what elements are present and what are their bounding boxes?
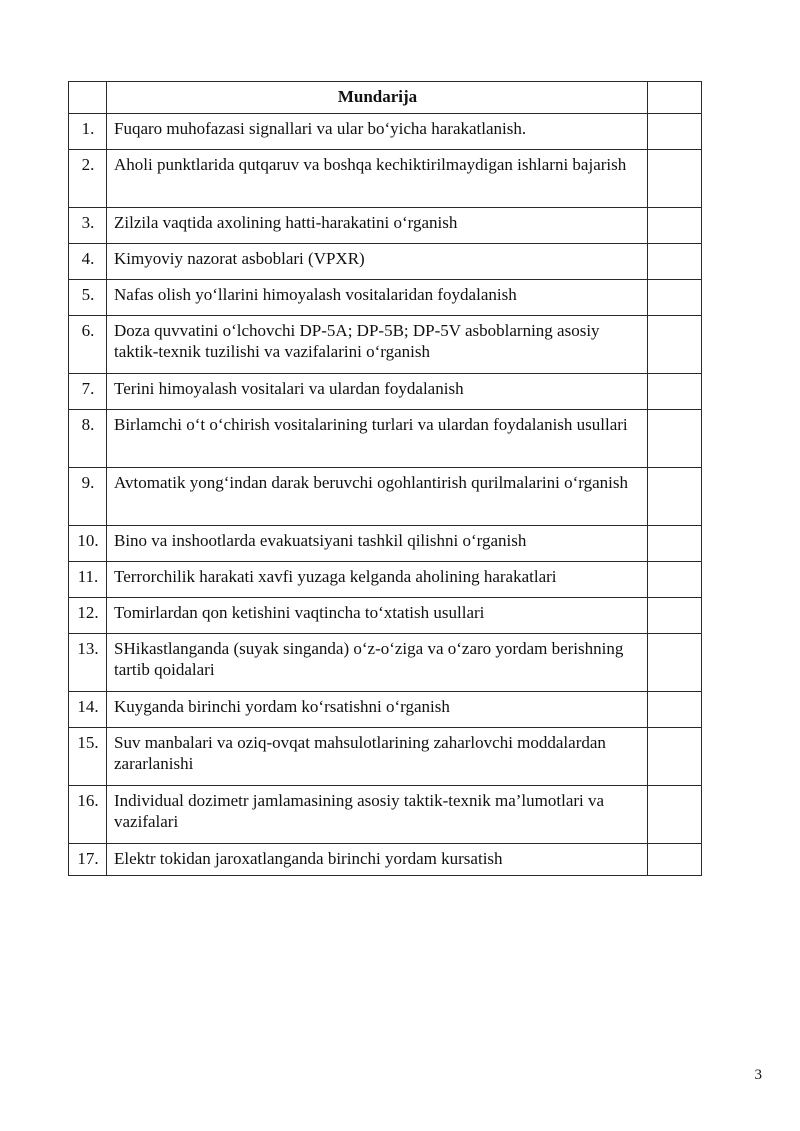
item-title: Nafas olish yo‘llarini himoyalash vositalaridan foydalanish bbox=[107, 280, 648, 316]
item-page bbox=[648, 634, 702, 692]
item-number: 17. bbox=[69, 844, 107, 876]
item-page bbox=[648, 728, 702, 786]
item-number: 16. bbox=[69, 786, 107, 844]
item-number: 4. bbox=[69, 244, 107, 280]
item-title: Aholi punktlarida qutqaruv va boshqa kechiktirilmaydigan ishlarni bajarish bbox=[107, 150, 648, 208]
item-number: 2. bbox=[69, 150, 107, 208]
item-title: Doza quvvatini o‘lchovchi DP-5A; DP-5B; DP-5V asboblarning asosiy taktik-texnik tuzilishi va vazifalarini o‘rganish bbox=[107, 316, 648, 374]
item-page bbox=[648, 280, 702, 316]
item-number: 13. bbox=[69, 634, 107, 692]
table-row bbox=[69, 562, 702, 598]
table-row bbox=[69, 374, 702, 410]
item-page bbox=[648, 208, 702, 244]
table-row bbox=[69, 634, 702, 692]
item-title: Kuyganda birinchi yordam ko‘rsatishni o‘rganish bbox=[107, 692, 648, 728]
table-row bbox=[69, 786, 702, 844]
toc-title: Mundarija bbox=[107, 82, 648, 114]
item-number: 6. bbox=[69, 316, 107, 374]
toc-header-num-cell bbox=[69, 82, 107, 114]
item-page bbox=[648, 244, 702, 280]
item-number: 10. bbox=[69, 526, 107, 562]
page-number: 3 bbox=[754, 1067, 762, 1083]
item-title: Elektr tokidan jaroxatlanganda birinchi yordam kursatish bbox=[107, 844, 648, 876]
item-page bbox=[648, 786, 702, 844]
item-title: Kimyoviy nazorat asboblari (VPXR) bbox=[107, 244, 648, 280]
table-row bbox=[69, 692, 702, 728]
item-page bbox=[648, 844, 702, 876]
item-title: Terrorchilik harakati xavfi yuzaga kelganda aholining harakatlari bbox=[107, 562, 648, 598]
table-row bbox=[69, 468, 702, 526]
table-row bbox=[69, 598, 702, 634]
table-of-contents bbox=[68, 81, 702, 876]
item-title: Bino va inshootlarda evakuatsiyani tashkil qilishni o‘rganish bbox=[107, 526, 648, 562]
item-number: 5. bbox=[69, 280, 107, 316]
toc-header-page-cell bbox=[648, 82, 702, 114]
table-row bbox=[69, 114, 702, 150]
table-row bbox=[69, 280, 702, 316]
item-page bbox=[648, 410, 702, 468]
item-number: 14. bbox=[69, 692, 107, 728]
item-page bbox=[648, 526, 702, 562]
item-number: 15. bbox=[69, 728, 107, 786]
table-row bbox=[69, 150, 702, 208]
item-page bbox=[648, 150, 702, 208]
item-title: Avtomatik yong‘indan darak beruvchi ogohlantirish qurilmalarini o‘rganish bbox=[107, 468, 648, 526]
item-number: 9. bbox=[69, 468, 107, 526]
item-title: Fuqaro muhofazasi signallari va ular bo‘yicha harakatlanish. bbox=[107, 114, 648, 150]
item-number: 8. bbox=[69, 410, 107, 468]
item-page bbox=[648, 692, 702, 728]
item-page bbox=[648, 316, 702, 374]
item-number: 1. bbox=[69, 114, 107, 150]
table-row bbox=[69, 844, 702, 876]
table-row bbox=[69, 208, 702, 244]
table-row bbox=[69, 526, 702, 562]
item-title: Birlamchi o‘t o‘chirish vositalarining turlari va ulardan foydalanish usullari bbox=[107, 410, 648, 468]
table-row bbox=[69, 316, 702, 374]
item-page bbox=[648, 114, 702, 150]
item-number: 12. bbox=[69, 598, 107, 634]
item-number: 3. bbox=[69, 208, 107, 244]
item-title: Individual dozimetr jamlamasining asosiy taktik-texnik ma’lumotlari va vazifalari bbox=[107, 786, 648, 844]
item-title: SHikastlanganda (suyak singanda) o‘z-o‘ziga va o‘zaro yordam berishning tartib qoidalari bbox=[107, 634, 648, 692]
item-page bbox=[648, 468, 702, 526]
item-number: 11. bbox=[69, 562, 107, 598]
item-title: Tomirlardan qon ketishini vaqtincha to‘xtatish usullari bbox=[107, 598, 648, 634]
item-page bbox=[648, 374, 702, 410]
item-title: Terini himoyalash vositalari va ulardan foydalanish bbox=[107, 374, 648, 410]
item-number: 7. bbox=[69, 374, 107, 410]
item-page bbox=[648, 562, 702, 598]
table-row bbox=[69, 244, 702, 280]
table-row bbox=[69, 410, 702, 468]
item-page bbox=[648, 598, 702, 634]
item-title: Suv manbalari va oziq-ovqat mahsulotlarining zaharlovchi moddalardan zararlanishi bbox=[107, 728, 648, 786]
item-title: Zilzila vaqtida axolining hatti-harakatini o‘rganish bbox=[107, 208, 648, 244]
toc-header-row bbox=[69, 82, 702, 114]
table-row bbox=[69, 728, 702, 786]
